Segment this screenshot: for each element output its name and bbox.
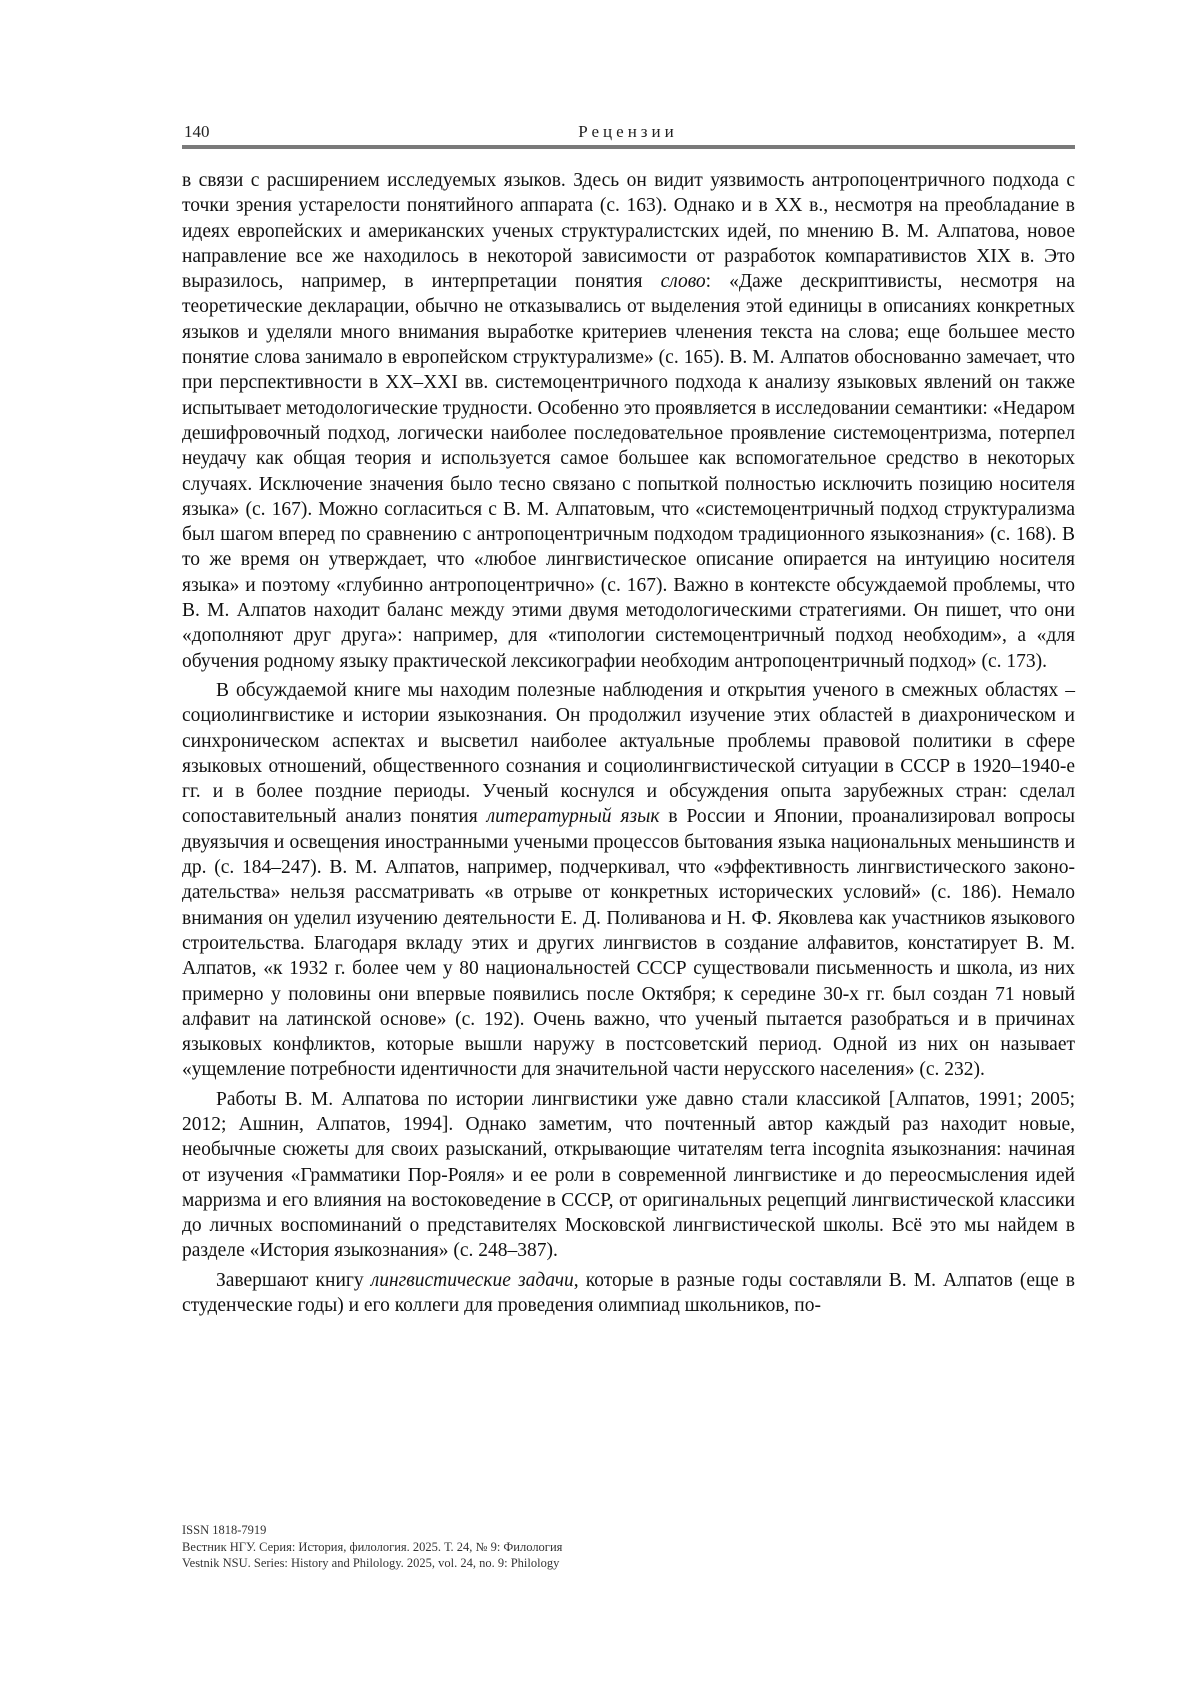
running-header <box>182 122 1074 144</box>
paragraph-1-text-b: : «Даже дескриптивисты, несмотря на теоретические декларации, обычно не отказывались от выделения этой единицы в описаниях конкретных языков и уделяли много внимания выработке критериев членения текста на слова; еще большее место понятие слова занимало в европейском структурализме» (с. 165). В. М. Алпатов обоснованно замечает, что при перспективности в XX–XXI вв. системоцентричного подхода к анализу языковых явлений он также испытывает методологические трудности. Особенно это проявляется в исследовании семантики: «Недаром дешифровочный подход, логически наиболее последовательное проявление системоцентризма, потерпел неудачу как общая теория и используется самое большее как вспомогательное средство в некоторых случаях. Исключение значения было тесно связано с попыткой полностью исключить позицию носителя языка» (с. 167). Можно согласиться с В. М. Алпатовым, что «системоцентричный подход структурализма был шагом вперед по сравнению с антропоцентричным подходом традиционного языкознания» (с. 168). В то же время он утверждает, что «любое лингвистическое описание опирается на интуицию носителя языка» и поэтому «глубинно антропоцентрично» (с. 167). Важно в контексте обсуждаемой проблемы, что В. М. Алпатов находит баланс между этими двумя методологическими стратегиями. Он пишет, что они «дополняют друг друга»: например, для «типологии системоцентричный подход необходим», а «для обучения родному языку практической лексикографии необходим антропоцентричный подход» (с. 173). <box>182 271 1075 672</box>
paragraph-4-text-b: , которые в разные годы составляли В. М. Алпатов (еще в студенческие годы) и его коллеги для проведения олимпиад школьников, по- <box>182 1269 1075 1317</box>
page-footer <box>182 1522 882 1572</box>
paragraph-1 <box>182 168 1075 674</box>
footer-journal-en: Vestnik NSU. Series: History and Philology. 2025, vol. 24, no. 9: Philology <box>182 1556 560 1570</box>
article-body <box>182 168 1075 1322</box>
paragraph-3 <box>182 1087 1075 1264</box>
footer-journal-ru: Вестник НГУ. Серия: История, филология. 2025. Т. 24, № 9: Филология <box>182 1539 563 1554</box>
paragraph-2-text-b: в России и Японии, проанализировал вопросы двуязычия и освещения иностранными учеными процессов бытования языка национальных меньшинств и др. (с. 184–247). В. М. Алпатов, например, подчеркивал, что «эффективность лингвистического законодательства» нельзя рассматривать «в отрыве от конкретных исторических условий» (с. 186). Немало внимания он уделил изучению деятельности Е. Д. Поливанова и Н. Ф. Яковлева как участников языкового строительства. Благодаря вкладу этих и других лингвистов в создание алфавитов, констатирует В. М. Алпатов, «к 1932 г. более чем у 80 национальностей СССР существовали письменность и школа, из них примерно у половины они впервые появились после Октября; к середине 30-х гг. был создан 71 новый алфавит на латинской основе» (с. 192). Очень важно, что ученый пытается разобраться и в причинах языковых конфликтов, которые вышли наружу в постсоветский период. Одной из них он называет «ущемление потребности идентичности для значительной части нерусского населения» (с. 232). <box>182 806 1075 1081</box>
header-rule <box>182 145 1075 149</box>
paragraph-2-italic-term: литературный язык <box>486 806 660 828</box>
section-title: Рецензии <box>578 122 678 141</box>
page-number: 140 <box>184 122 210 141</box>
paragraph-1-italic-term: слово <box>660 271 706 293</box>
paragraph-4-italic-term: лингвистические задачи <box>370 1269 574 1291</box>
paragraph-4-text-a: Завершают книгу <box>216 1269 371 1291</box>
paragraph-4 <box>182 1268 1075 1319</box>
paragraph-1-text-a: в связи с расширением исследуемых языков. Здесь он видит уязвимость антропоцентричного подхода с точки зрения устарелости понятийного аппарата (с. 163). Однако и в XX в., несмотря на преобладание в идеях европейских и американских ученых структуралистских идей, по мнению В. М. Алпатова, новое направление все же находилось в некоторой зависимости от разработок компаративистов XIX в. Это выразилось, например, в интерпретации понятия <box>182 170 1075 293</box>
paragraph-3-text: Работы В. М. Алпатова по истории лингвистики уже давно стали классикой [Алпатов, 1991; 2005; 2012; Ашнин, Алпатов, 1994]. Однако заметим, что почтенный автор каждый раз находит новые, необычные сюжеты для своих разысканий, открывающие читателям terra incognita языкознания: начиная от изучения «Грамматики Пор-Рояля» и ее роли в современной лингвистике и до переосмысления идей марризма и его влияния на востоковедение в СССР, от оригинальных рецепций лингвистической классики до личных воспоминаний о представителях Московской лингвистической школы. Всё это мы найдем в разделе «История языкознания» (с. 248–387). <box>182 1088 1075 1262</box>
footer-issn: ISSN 1818-7919 <box>182 1523 267 1537</box>
paragraph-2-text-a: В обсуждаемой книге мы находим полезные наблюдения и открытия ученого в смежных областях – социолингвистике и истории языкознания. Он продолжил изучение этих областей в диахроническом и синхроническом аспектах и высветил наиболее актуальные проблемы правовой политики в сфере языковых отношений, общественного сознания и социолингвистической ситуации в СССР в 1920–1940-е гг. и в более поздние периоды. Ученый коснулся и обсуждения опыта зарубежных стран: сделал сопоставительный анализ понятия <box>182 679 1075 828</box>
paragraph-2 <box>182 678 1075 1083</box>
